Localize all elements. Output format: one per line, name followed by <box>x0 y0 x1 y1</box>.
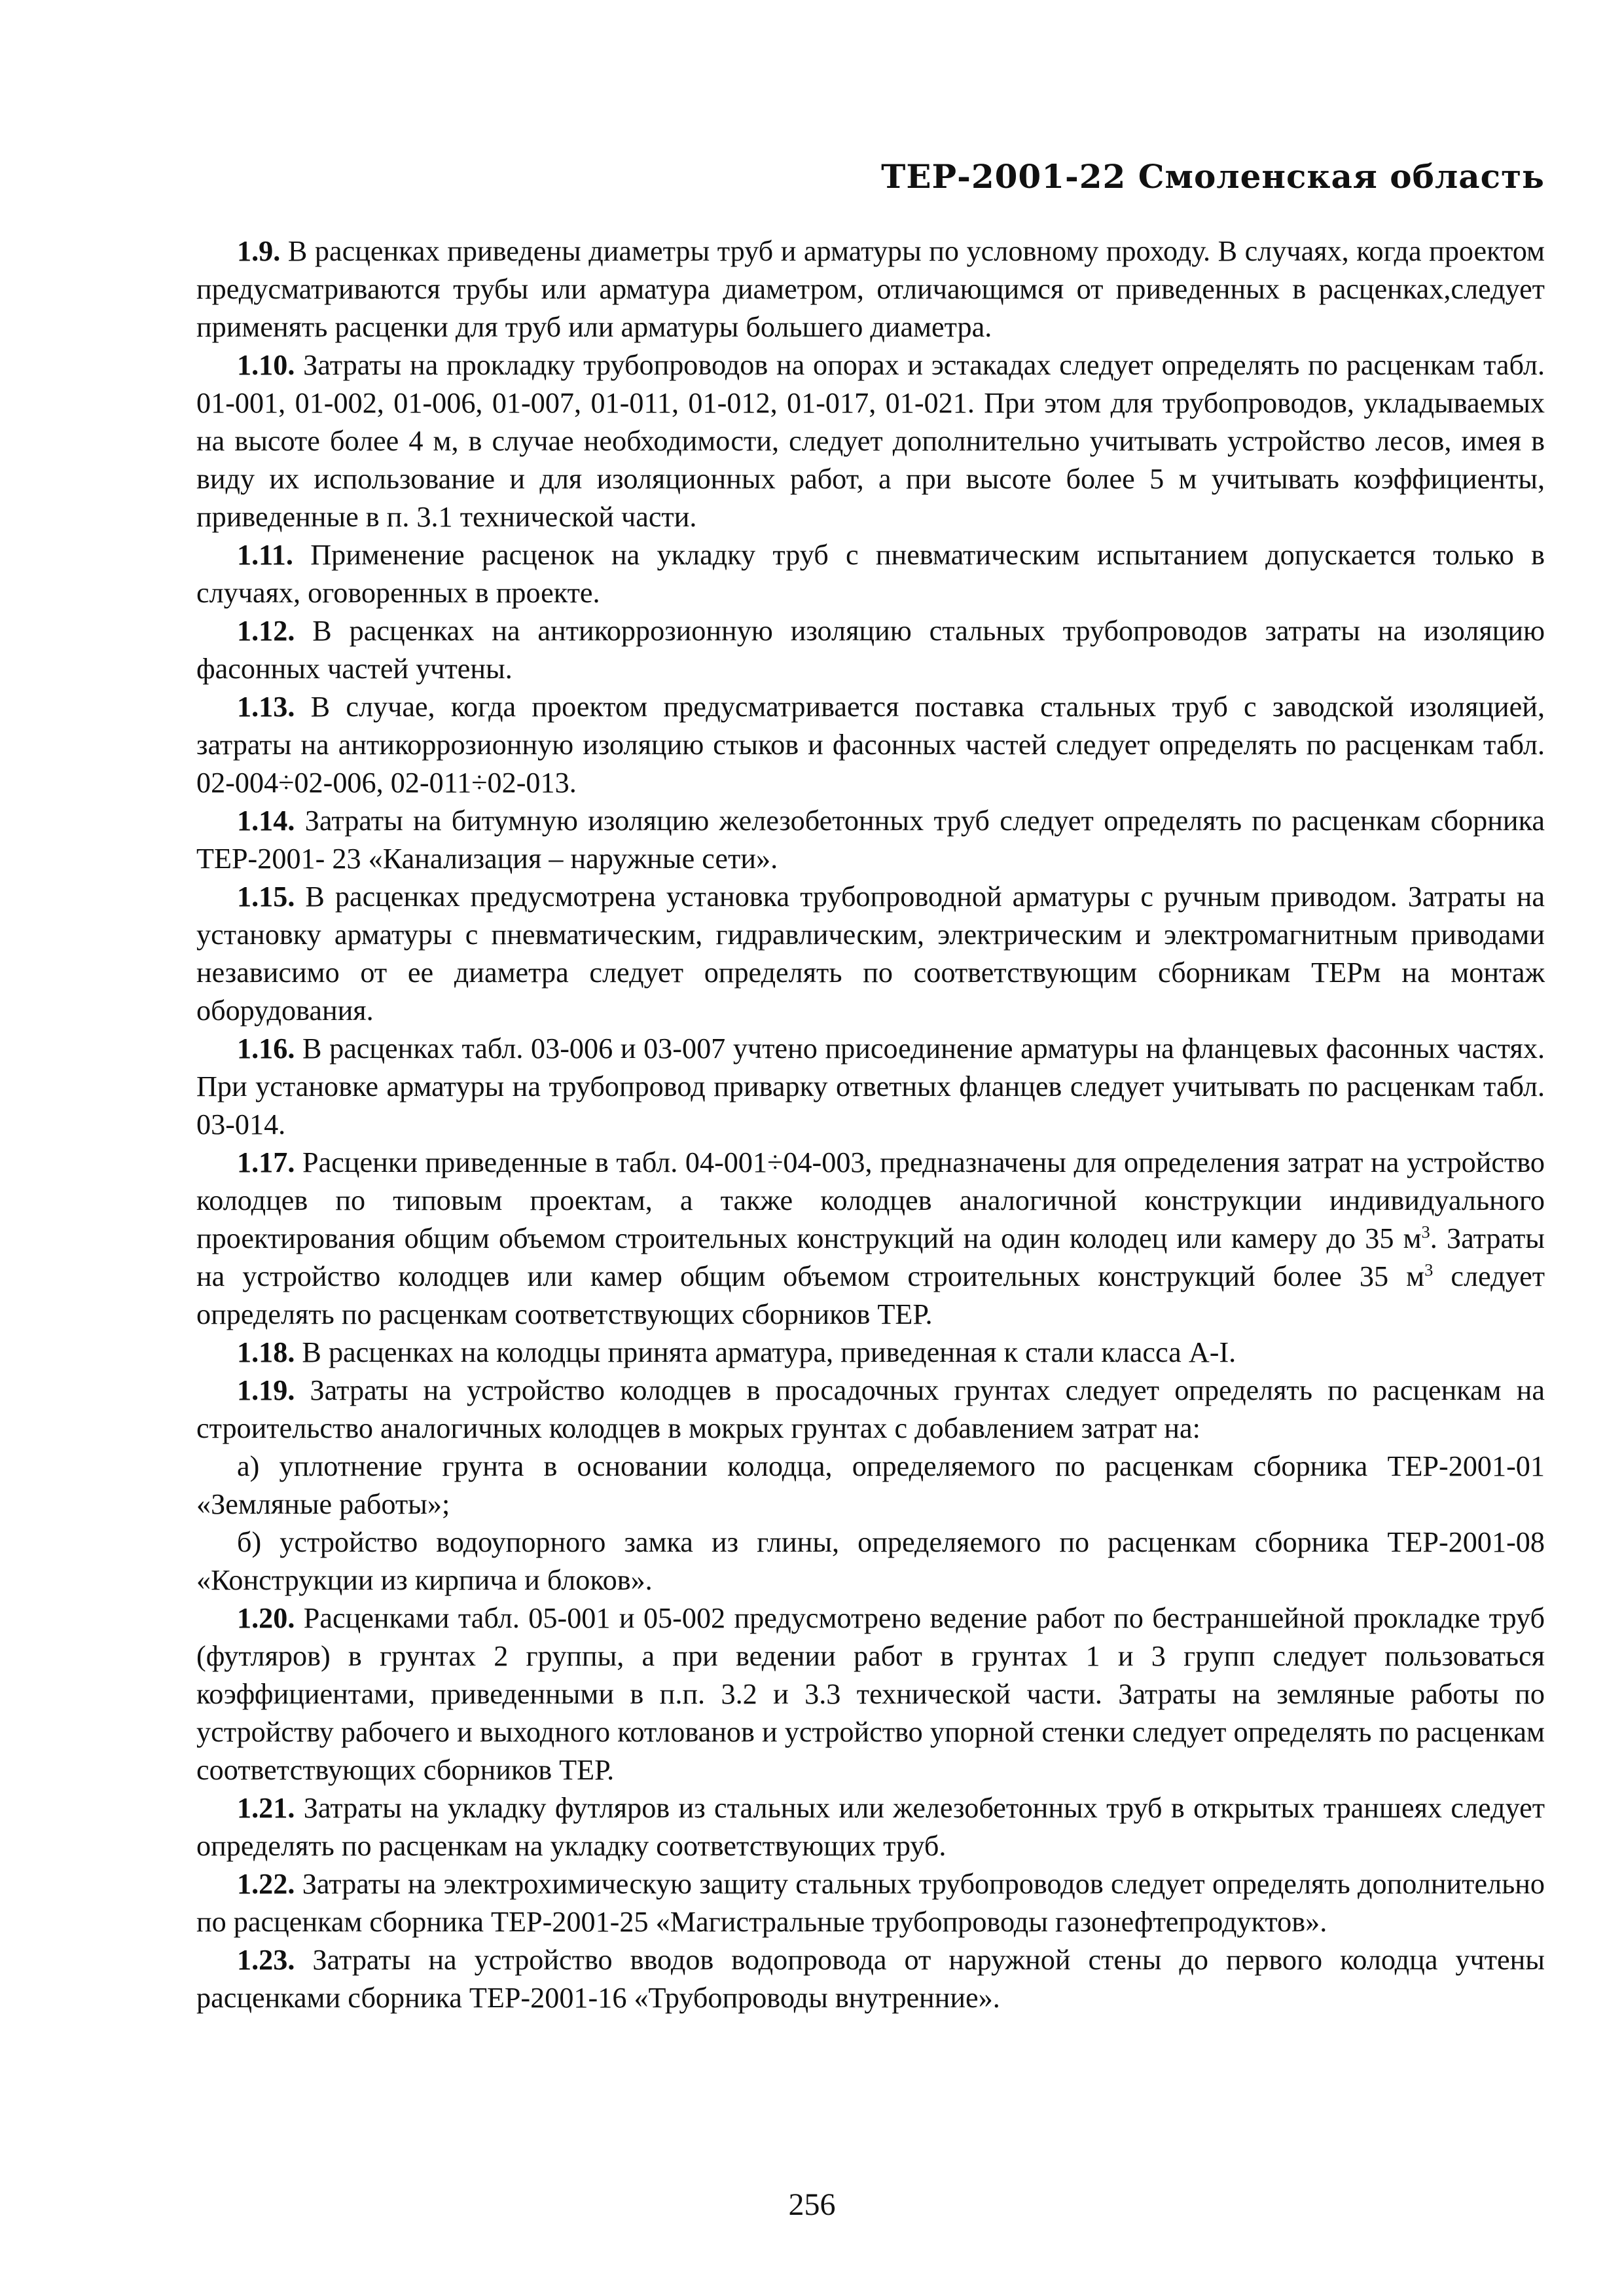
paragraph-number: 1.14. <box>237 805 295 837</box>
paragraph-number: 1.18. <box>237 1336 295 1368</box>
paragraph-1-17 <box>196 1144 1545 1334</box>
paragraph-text: В расценках табл. 03-006 и 03-007 учтено присоединение арматуры на фланцевых фасонных частях. При установке арматуры на трубопровод приварку ответных фланцев следует учитывать по расценкам табл. 03-014. <box>196 1032 1545 1140</box>
paragraph-number: 1.9. <box>237 235 281 267</box>
paragraph-1-14 <box>196 802 1545 878</box>
paragraph-number: 1.16. <box>237 1032 295 1065</box>
paragraph-text: Затраты на прокладку трубопроводов на опорах и эстакадах следует определять по расценкам табл. 01-001, 01-002, 01-006, 01-007, 01-011, 01-012, 01-017, 01-021. При этом для трубопроводов, укладываемых на высоте более 4 м, в случае необходимости, следует дополнительно учитывать устройство лесов, имея в виду их использование и для изоляционных работ, а при высоте более 5 м учитывать коэффициенты, приведенные в п. 3.1 технической части. <box>196 349 1545 533</box>
paragraph-text: В расценках приведены диаметры труб и арматуры по условному проходу. В случаях, когда проектом предусматриваются трубы или арматура диаметром, отличающимся от приведенных в расценках,следует применять расценки для труб или арматуры большего диаметра. <box>196 235 1545 343</box>
paragraph-text: В случае, когда проектом предусматривается поставка стальных труб с заводской изоляцией, затраты на антикоррозионную изоляцию стыков и фасонных частей следует определять по расценкам табл. 02-004÷02-006, 02-011÷02-013. <box>196 691 1545 799</box>
paragraph-text: Затраты на битумную изоляцию железобетонных труб следует определять по расценкам сборника ТЕР-2001- 23 «Канализация – наружные сети». <box>196 805 1545 875</box>
paragraph-text: б) устройство водоупорного замка из глины, определяемого по расценкам сборника ТЕР-2001-08 «Конструкции из кирпича и блоков». <box>196 1526 1545 1596</box>
paragraph-text: В расценках на колодцы принята арматура, приведенная к стали класса А-I. <box>302 1336 1236 1368</box>
paragraph-number: 1.11. <box>237 539 293 571</box>
paragraph-number: 1.17. <box>237 1146 295 1178</box>
paragraph-number: 1.22. <box>237 1868 295 1900</box>
paragraph-1-20 <box>196 1599 1545 1789</box>
page-header-title: ТЕР-2001-22 Смоленская область <box>881 157 1545 196</box>
paragraph-1-15 <box>196 878 1545 1030</box>
paragraph-text: Затраты на электрохимическую защиту стальных трубопроводов следует определять дополнительно по расценкам сборника ТЕР-2001-25 «Магистральные трубопроводы газонефтепродуктов». <box>196 1868 1545 1938</box>
paragraph-1-22 <box>196 1865 1545 1941</box>
paragraph-number: 1.13. <box>237 691 295 723</box>
paragraph-text: Применение расценок на укладку труб с пневматическим испытанием допускается только в случаях, оговоренных в проекте. <box>196 539 1545 609</box>
paragraph-1-13 <box>196 688 1545 802</box>
paragraph-1-19 <box>196 1372 1545 1448</box>
paragraph-number: 1.21. <box>237 1792 295 1824</box>
paragraph-1-11 <box>196 536 1545 612</box>
paragraph-1-12 <box>196 612 1545 688</box>
paragraph-1-10 <box>196 346 1545 536</box>
document-body <box>196 232 1545 2017</box>
paragraph-text: . Затраты на устройство колодцев или камер общим объемом строительных конструкций более 35 м <box>196 1222 1545 1292</box>
paragraph-text: следует определять по расценкам соответствующих сборников ТЕР. <box>196 1260 1545 1330</box>
paragraph-number: 1.19. <box>237 1374 295 1406</box>
paragraph-1-19-b <box>196 1523 1545 1599</box>
paragraph-number: 1.12. <box>237 615 295 647</box>
paragraph-1-19-a <box>196 1448 1545 1523</box>
paragraph-text: Расценками табл. 05-001 и 05-002 предусмотрено ведение работ по бестраншейной прокладке труб (футляров) в грунтах 2 группы, а при ведении работ в грунтах 1 и 3 групп следует пользоваться коэффициентами, приведенными в п.п. 3.2 и 3.3 технической части. Затраты на земляные работы по устройству рабочего и выходного котлованов и устройство упорной стенки следует определять по расценкам соответствующих сборников ТЕР. <box>196 1602 1545 1786</box>
paragraph-number: 1.10. <box>237 349 295 381</box>
superscript-cubic: 3 <box>1424 1260 1434 1280</box>
paragraph-1-18 <box>196 1334 1545 1372</box>
paragraph-number: 1.20. <box>237 1602 295 1634</box>
paragraph-text: Затраты на укладку футляров из стальных или железобетонных труб в открытых траншеях следует определять по расценкам на укладку соответствующих труб. <box>196 1792 1545 1862</box>
paragraph-text: Затраты на устройство вводов водопровода от наружной стены до первого колодца учтены расценками сборника ТЕР-2001-16 «Трубопроводы внутренние». <box>196 1944 1545 2014</box>
paragraph-text: В расценках на антикоррозионную изоляцию стальных трубопроводов затраты на изоляцию фасонных частей учтены. <box>196 615 1545 685</box>
paragraph-1-9 <box>196 232 1545 346</box>
paragraph-number: 1.15. <box>237 881 295 913</box>
paragraph-1-21 <box>196 1789 1545 1865</box>
paragraph-number: 1.23. <box>237 1944 295 1976</box>
superscript-cubic: 3 <box>1421 1222 1430 1242</box>
paragraph-text: В расценках предусмотрена установка трубопроводной арматуры с ручным приводом. Затраты на установку арматуры с пневматическим, гидравлическим, электрическим и электромагнитным приводами независимо от ее диаметра следует определять по соответствующим сборникам ТЕРм на монтаж оборудования. <box>196 881 1545 1027</box>
paragraph-text: Расценки приведенные в табл. 04-001÷04-003, предназначены для определения затрат на устройство колодцев по типовым проектам, а также колодцев аналогичной конструкции индивидуального проектирования общим объемом строительных конструкций на один колодец или камеру до 35 м <box>196 1146 1545 1254</box>
paragraph-text: а) уплотнение грунта в основании колодца, определяемого по расценкам сборника ТЕР-2001-01 «Земляные работы»; <box>196 1450 1545 1520</box>
paragraph-1-16 <box>196 1030 1545 1144</box>
paragraph-text: Затраты на устройство колодцев в просадочных грунтах следует определять по расценкам на строительство аналогичных колодцев в мокрых грунтах с добавлением затрат на: <box>196 1374 1545 1444</box>
paragraph-1-23 <box>196 1941 1545 2017</box>
page-number: 256 <box>788 2187 836 2222</box>
